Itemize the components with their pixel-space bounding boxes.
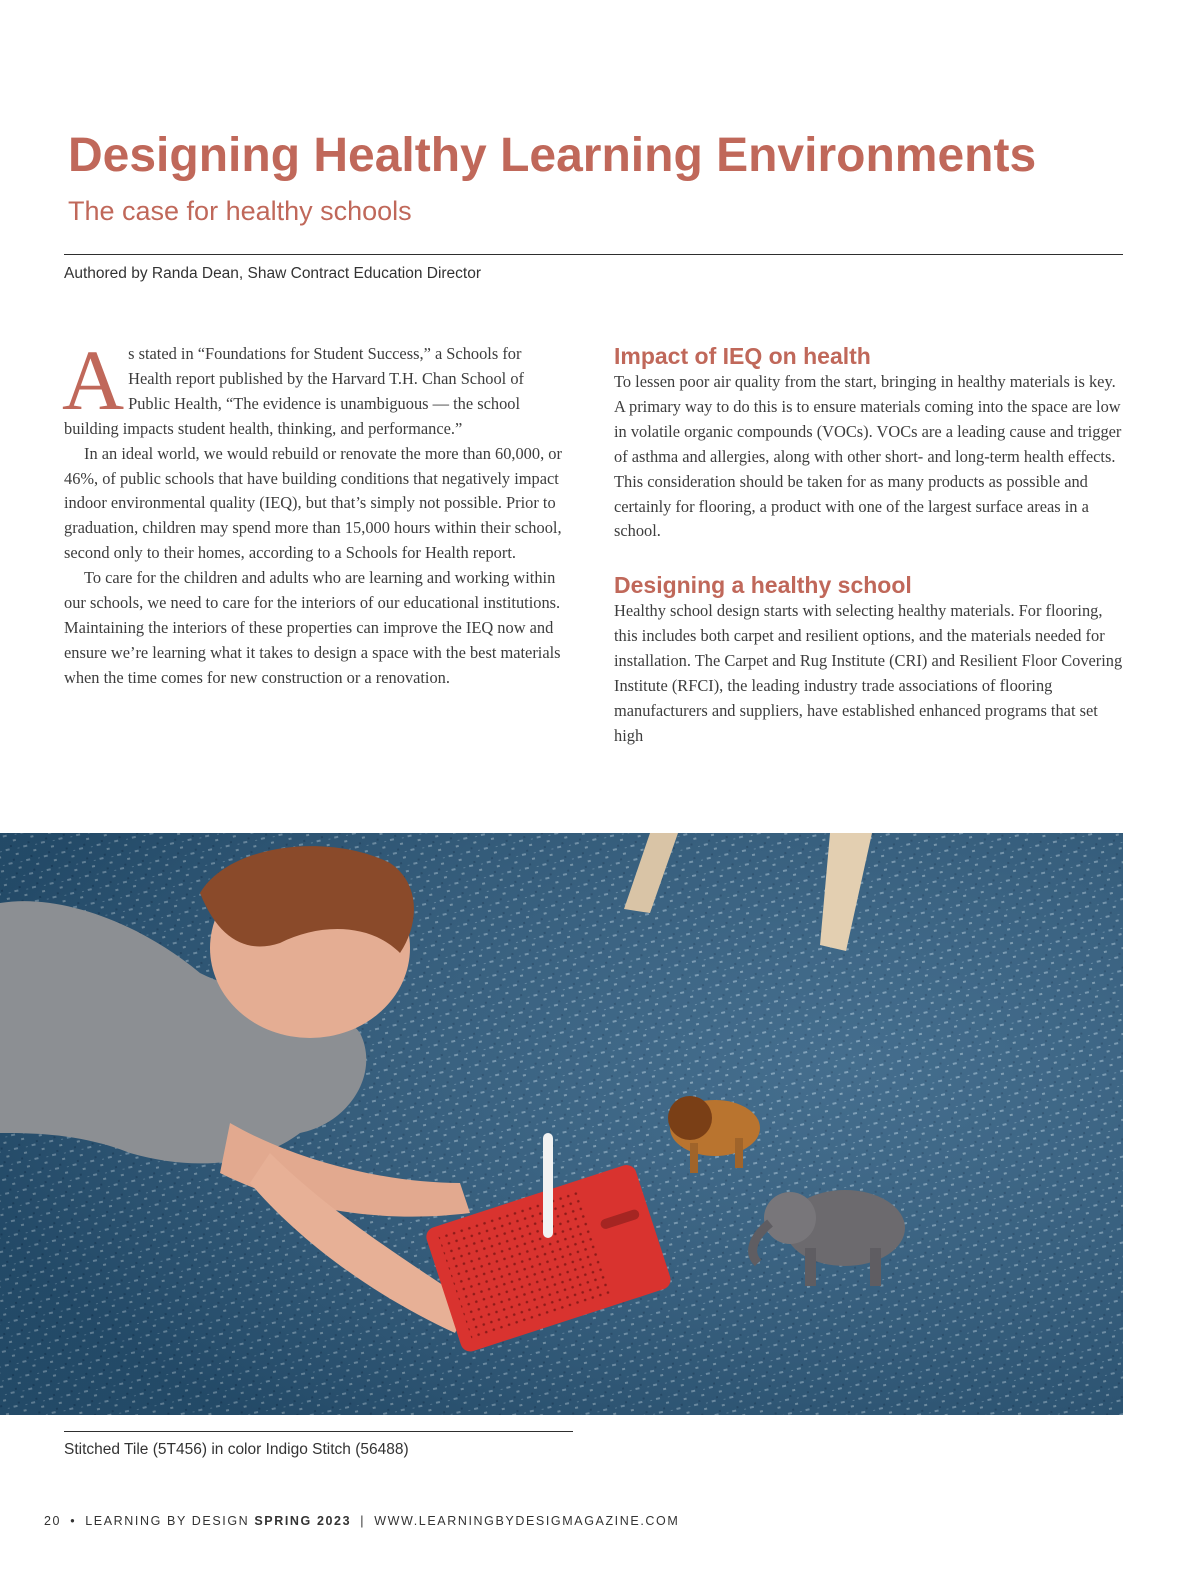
title-divider — [64, 254, 1123, 255]
issue-label: SPRING 2023 — [254, 1514, 352, 1528]
intro-paragraph — [62, 332, 568, 442]
intro-text: s stated in “Foundations for Student Success,” a Schools for Health report published by the Harvard T.H. Chan School of Public Health, “The evidence is unambiguous — the school building impacts student health, thinking, and performance.” — [64, 344, 524, 438]
page-number: 20 — [44, 1514, 62, 1528]
body-paragraph-2: In an ideal world, we would rebuild or renovate the more than 60,000, or 46%, of public schools that have building conditions that negatively impact indoor environmental quality (IEQ), but that’s simply not possible. Prior to graduation, children may spend more than 15,000 hours within their school, second only to their homes, according to a Schools for Health report. — [64, 443, 562, 563]
page-footer — [44, 1514, 679, 1528]
section-heading-ieq: Impact of IEQ on health — [614, 343, 871, 369]
caption-divider — [64, 1431, 573, 1432]
left-column — [62, 332, 568, 691]
author-byline: Authored by Randa Dean, Shaw Contract Education Director — [64, 265, 482, 282]
right-column — [614, 342, 1126, 749]
healthy-school-paragraph: Healthy school design starts with selecting healthy materials. For flooring, this includes both carpet and resilient options, and the materials needed for installation. The Carpet and Rug Institute (CRI) and Resilient Floor Covering Institute (RFCI), the leading industry trade associations of flooring manufacturers and suppliers, have established enhanced programs that set high — [614, 601, 1123, 745]
footer-bullet: • — [70, 1514, 77, 1528]
article-subtitle: The case for healthy schools — [68, 196, 412, 226]
magazine-name: LEARNING BY DESIGN — [85, 1514, 250, 1528]
footer-separator: | — [360, 1514, 366, 1528]
photo-caption: Stitched Tile (5T456) in color Indigo Stitch (56488) — [64, 1441, 409, 1458]
section-heading-healthy-school: Designing a healthy school — [614, 572, 912, 599]
website-link[interactable]: WWW.LEARNINGBYDESIGMAGAZINE.COM — [374, 1514, 680, 1528]
body-paragraph-3: To care for the children and adults who are learning and working within our schools, we need to care for the interiors of our educational institutions. Maintaining the interiors of these properties can improve the IEQ now and ensure we’re learning what it takes to design a space with the best materials when the time comes for new construction or a renovation. — [64, 568, 561, 687]
article-title: Designing Healthy Learning Environments — [68, 129, 1037, 182]
ieq-paragraph: To lessen poor air quality from the start, bringing in healthy materials is key. A primary way to do this is to ensure materials coming into the space are low in volatile organic compounds (VOCs). VOCs are a leading cause and trigger of asthma and allergies, along with other short- and long-term health effects. This consideration should be taken for as many products as possible and certainly for flooring, a product with one of the largest surface areas in a school. — [614, 372, 1122, 541]
drawing-pen — [543, 1133, 553, 1238]
carpet-photo — [0, 833, 1123, 1415]
drop-cap: A — [62, 332, 125, 428]
